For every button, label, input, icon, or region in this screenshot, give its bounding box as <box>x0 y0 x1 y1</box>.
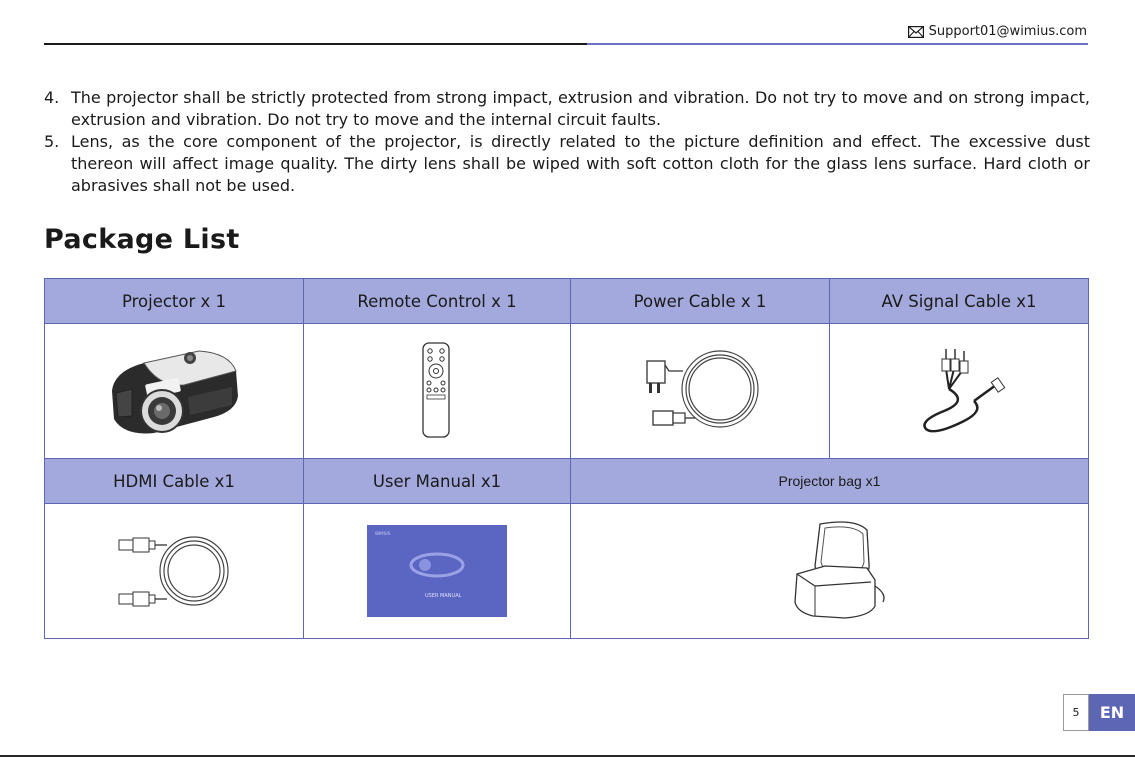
power-cable-icon <box>635 341 765 441</box>
cell-av-cable <box>830 324 1089 459</box>
note-text: The projector shall be strictly protected from strong impact, extrusion and vibration. Do not try to move and on strong impact, extrusion and vibration. Do not try to move and the internal circuit faults. <box>71 88 1090 129</box>
user-manual-image <box>367 525 507 617</box>
note-number: 5. <box>44 132 60 151</box>
item-label-user-manual: User Manual x1 <box>304 459 571 504</box>
table-image-row <box>45 324 1089 459</box>
table-header-row <box>45 459 1089 504</box>
item-label-av-cable: AV Signal Cable x1 <box>830 279 1089 324</box>
email-address: Support01@wimius.com <box>928 24 1087 39</box>
note-item <box>44 131 1090 197</box>
header-rule-accent <box>587 43 1088 45</box>
item-label-projector-bag: Projector bag x1 <box>571 459 1089 504</box>
svg-text:WIMIUS: WIMIUS <box>375 531 391 536</box>
projector-icon <box>104 341 244 441</box>
cell-user-manual <box>304 504 571 639</box>
note-number: 4. <box>44 88 60 107</box>
section-title: Package List <box>44 224 240 255</box>
envelope-icon <box>908 26 924 38</box>
hdmi-cable-icon <box>109 526 239 616</box>
note-item <box>44 87 1090 131</box>
item-label-hdmi-cable: HDMI Cable x1 <box>45 459 304 504</box>
language-badge: EN <box>1089 694 1135 731</box>
header-rule-dark <box>44 43 587 45</box>
page-number: 5 <box>1063 694 1089 731</box>
cell-projector-bag <box>571 504 1089 639</box>
cell-power-cable <box>571 324 830 459</box>
item-label-remote: Remote Control x 1 <box>304 279 571 324</box>
cell-remote <box>304 324 571 459</box>
item-label-projector: Projector x 1 <box>45 279 304 324</box>
support-email[interactable] <box>908 24 1087 39</box>
av-cable-icon <box>904 341 1014 441</box>
manual-cover-title: USER MANUAL <box>425 593 462 599</box>
remote-control-icon <box>417 341 457 441</box>
item-label-power-cable: Power Cable x 1 <box>571 279 830 324</box>
projector-bag-icon <box>775 516 885 626</box>
note-text: Lens, as the core component of the projector, is directly related to the picture definition and effect. The excessive dust thereon will affect image quality. The dirty lens shall be wiped with soft cotton cloth for the glass lens surface. Hard cloth or abrasives shall not be used. <box>71 132 1090 195</box>
cell-hdmi-cable <box>45 504 304 639</box>
package-list-table <box>44 278 1089 639</box>
cell-projector <box>45 324 304 459</box>
care-notes <box>44 87 1090 197</box>
table-image-row <box>45 504 1089 639</box>
table-header-row <box>45 279 1089 324</box>
